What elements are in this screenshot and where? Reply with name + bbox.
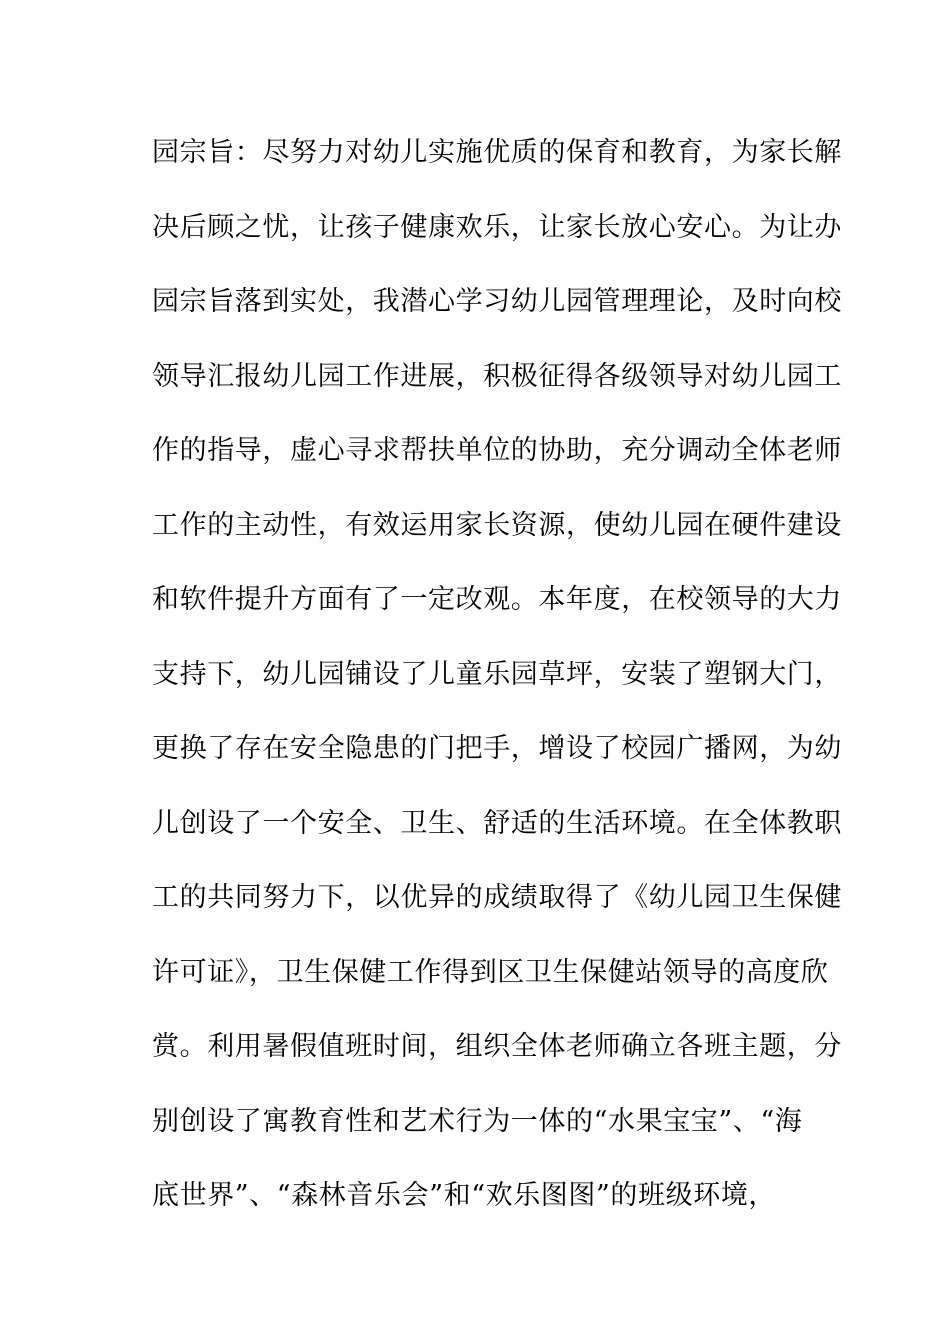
paragraph-line: 许可证》，卫生保健工作得到区卫生保健站领导的高度欣 (152, 956, 829, 988)
paragraph-line: 别创设了寓教育性和艺术行为一体的“水果宝宝”、“海 (152, 1105, 803, 1137)
paragraph-line: 园宗旨落到实处，我潜心学习幼儿园管理理论，及时向校 (152, 286, 842, 317)
paragraph-line: 更换了存在安全隐患的门把手，增设了校园广播网，为幼 (152, 733, 842, 764)
paragraph-line: 决后顾之忧，让孩子健康欢乐，让家长放心安心。为让办 (152, 211, 842, 243)
body-paragraph (152, 128, 842, 1246)
paragraph-line: 园宗旨：尽努力对幼儿实施优质的保育和教育，为家长解 (152, 137, 842, 168)
paragraph-line: 工的共同努力下，以优异的成绩取得了《幼儿园卫生保健 (152, 882, 842, 913)
paragraph-line: 和软件提升方面有了一定改观。本年度，在校领导的大力 (152, 584, 842, 615)
paragraph-line: 作的指导，虚心寻求帮扶单位的协助，充分调动全体老师 (152, 435, 842, 466)
paragraph-line: 赏。利用暑假值班时间，组织全体老师确立各班主题，分 (152, 1031, 842, 1062)
paragraph-line: 儿创设了一个安全、卫生、舒适的生活环境。在全体教职 (152, 807, 842, 839)
paragraph-line: 底世界”、“森林音乐会”和“欢乐图图”的班级环境， (152, 1180, 777, 1211)
paragraph-line: 工作的主动性，有效运用家长资源，使幼儿园在硬件建设 (152, 509, 842, 541)
paragraph-line: 领导汇报幼儿园工作进展，积极征得各级领导对幼儿园工 (152, 360, 842, 392)
paragraph-line: 支持下，幼儿园铺设了儿童乐园草坪，安装了塑钢大门， (152, 658, 842, 690)
